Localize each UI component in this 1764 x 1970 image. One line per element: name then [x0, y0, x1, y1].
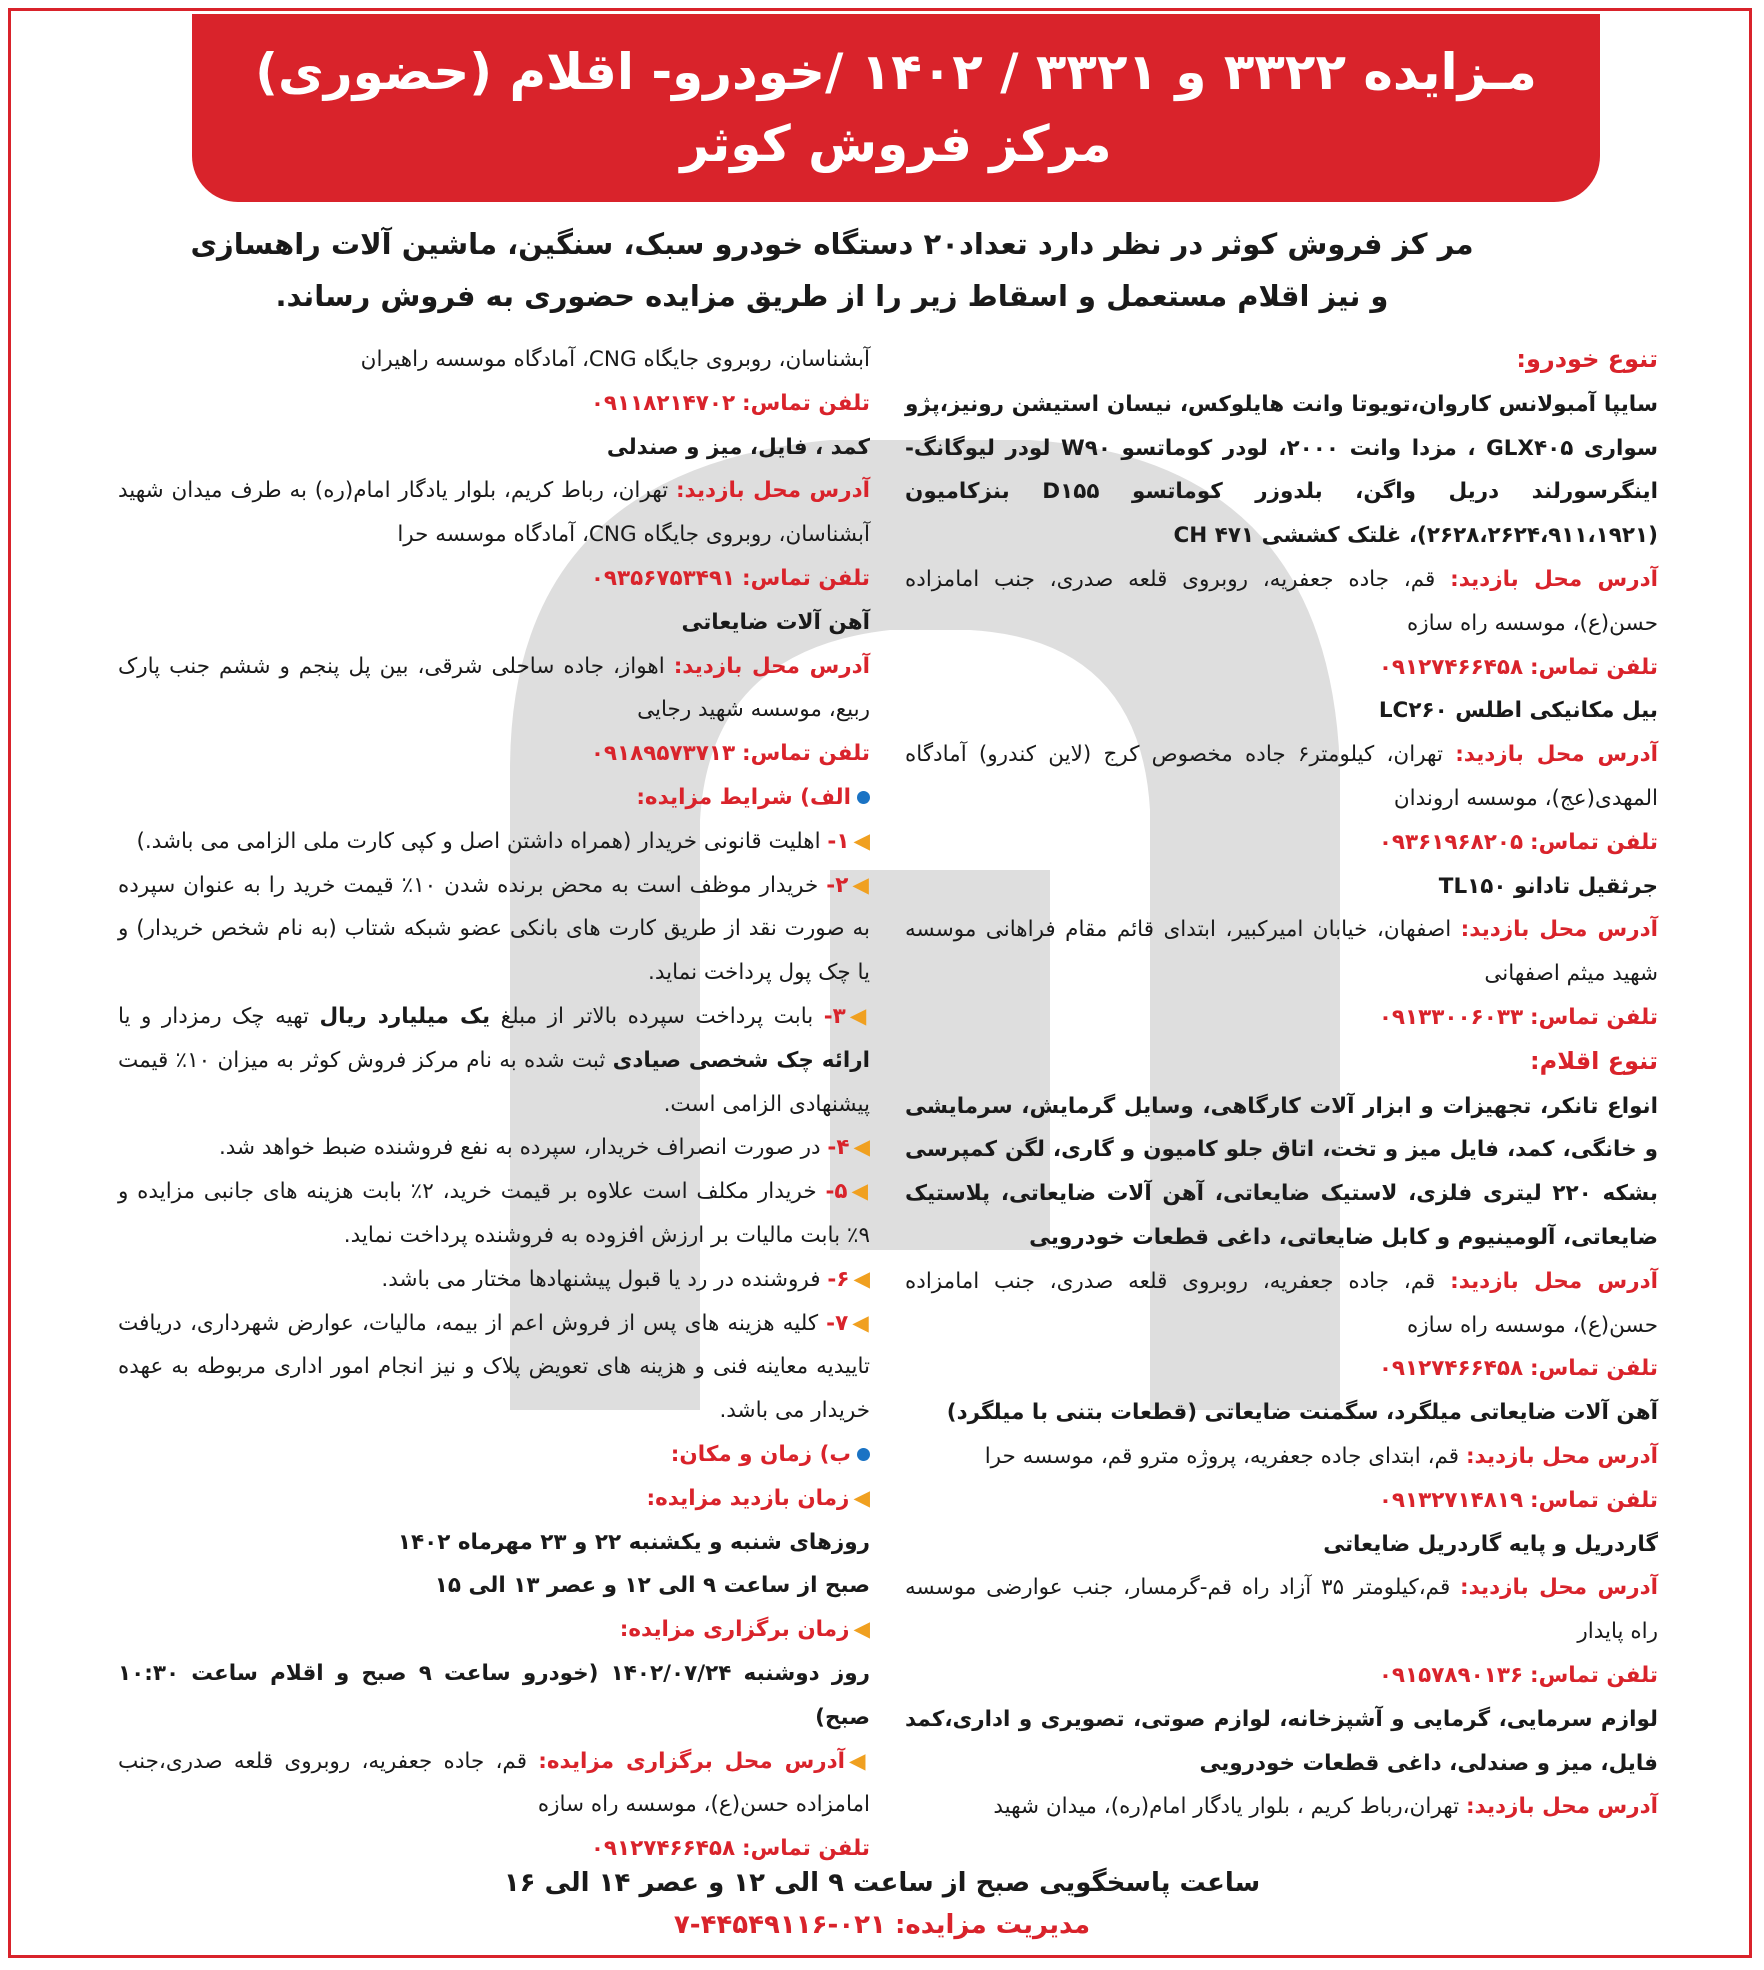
response-hours: ساعت پاسخگویی صبح از ساعت ۹ الی ۱۲ و عصر ۱۴ الی ۱۶ [503, 1868, 1261, 1898]
furniture-title: کمد ، فایل، میز و صندلی [606, 434, 870, 460]
phone-number: ۰۹۱۲۷۴۶۶۴۵۸ [1378, 654, 1524, 680]
excavator-title: بیل مکانیکی اطلس LC۲۶۰ [1378, 698, 1658, 724]
organizer-name: مرکز فروش کوثر [680, 115, 1112, 173]
arrow-bullet-icon: ◀ [849, 1003, 870, 1029]
auction-place: ◀آدرس محل برگزاری مزایده: قم، جاده جعفریه، روبروی قلعه صدری،جنب امامزاده حسن(ع)، موسسه راه سازه [118, 1748, 870, 1818]
phone-number: ۰۹۱۲۷۴۶۶۴۵۸ [590, 1836, 736, 1862]
arrow-bullet-icon: ◀ [853, 1617, 870, 1643]
condition-item: ◀۶- فروشنده در رد یا قبول پیشنهادها مختار می باشد. [381, 1266, 870, 1292]
address-continuation: آبشناسان، روبروی جایگاه CNG، آمادگاه موسسه راهیران [360, 347, 870, 372]
arrow-bullet-icon: ◀ [853, 1485, 870, 1511]
visit-time-label: زمان بازدید مزایده: [646, 1485, 850, 1511]
furniture-phone: تلفن تماس: ۰۹۳۵۶۷۵۳۴۹۱ [590, 565, 870, 591]
scrap-rebar-visit: آدرس محل بازدید: قم، ابتدای جاده جعفریه، پروژه مترو قم، موسسه حرا [984, 1443, 1658, 1469]
crane-title: جرثقیل تادانو TL۱۵۰ [1438, 873, 1658, 899]
visit-days: روزهای شنبه و یکشنبه ۲۲ و ۲۳ مهرماه ۱۴۰۲ [397, 1529, 870, 1555]
condition-item: ◀۷- کلیه هزینه های پس از فروش اعم از بیمه، مالیات، عوارض شهرداری، دریافت تاییدیه معاینه فنی و هزینه های تعویض پلاک و نیز انجام امور اداری مربوطه به عهده خریدار می باشد. [118, 1310, 870, 1424]
auction-time-label: زمان برگزاری مزایده: [619, 1617, 850, 1643]
crane-visit: آدرس محل بازدید: اصفهان، خیابان امیرکبیر، ابتدای قائم مقام فراهانی موسسه شهید میثم اصفهانی [905, 917, 1658, 987]
scrap-iron-title: آهن آلات ضایعاتی [681, 609, 870, 635]
left-top-phone: تلفن تماس: ۰۹۱۱۸۲۱۴۷۰۲ [590, 390, 870, 416]
schedule-heading: ب) زمان و مکان: [670, 1441, 851, 1467]
left-column [118, 338, 870, 1871]
conditions-heading: الف) شرایط مزایده: [636, 784, 851, 810]
management-phone: ۰۲۱-۴۴۵۴۹۱۱۶-۷ [673, 1910, 886, 1940]
bullet-dot-icon [857, 1448, 870, 1461]
guardrail-title: گاردریل و پایه گاردریل ضایعاتی [1323, 1531, 1658, 1557]
header-banner [192, 14, 1600, 202]
guardrail-phone: تلفن تماس: ۰۹۱۵۷۸۹۰۱۳۶ [1378, 1662, 1658, 1688]
vehicles-visit: آدرس محل بازدید: قم، جاده جعفریه، روبروی قلعه صدری، جنب امامزاده حسن(ع)، موسسه راه سازه [905, 566, 1659, 636]
excavator-visit: آدرس محل بازدید: تهران، کیلومتر۶ جاده مخصوص کرج (لاین کندرو) آمادگاه المهدی(عج)، موسسه اروندان [905, 742, 1659, 811]
arrow-bullet-icon: ◀ [851, 1179, 870, 1205]
phone-number: ۰۹۱۲۷۴۶۶۴۵۸ [1378, 1356, 1524, 1382]
excavator-phone: تلفن تماس: ۰۹۳۶۱۹۶۸۲۰۵ [1378, 829, 1658, 855]
condition-item: ◀۱- اهلیت قانونی خریدار (همراه داشتن اصل و کپی کارت ملی الزامی می باشد.) [136, 828, 870, 854]
intro-paragraph [150, 218, 1514, 322]
vehicles-list: سایپا آمبولانس کاروان،تویوتا وانت هایلوکس، نیسان استیشن رونیز،پژو سواری GLX۴۰۵ ، مزدا وانت ۲۰۰۰، لودر کوماتسو W۹۰ لودر لیوگانگ- اینگرسورلند دریل واگن، بلدوزر کوماتسو D۱۵۵ بنزکامیون (۲۶۲۸،۲۶۲۴،۹۱۱،۱۹۲۱)، غلتک کششی CH ۴۷۱ [905, 391, 1658, 549]
arrow-bullet-icon: ◀ [849, 1748, 870, 1774]
visit-hours: صبح از ساعت ۹ الی ۱۲ و عصر ۱۳ الی ۱۵ [434, 1573, 870, 1599]
arrow-bullet-icon: ◀ [852, 872, 870, 898]
condition-item: ◀۲- خریدار موظف است به محض برنده شدن ۱۰٪ قیمت خرید را به عنوان سپرده به صورت نقد از طریق کارت های بانکی عضو شبکه شتاب (به نام شخص خریدار) و یا چک پول پرداخت نماید. [118, 872, 870, 986]
scrap-rebar-phone: تلفن تماس: ۰۹۱۳۲۷۱۴۸۱۹ [1378, 1487, 1658, 1513]
auction-phone: تلفن تماس: ۰۹۱۲۷۴۶۶۴۵۸ [590, 1836, 870, 1862]
scrap-iron-visit: آدرس محل بازدید: اهواز، جاده ساحلی شرقی، بین پل پنجم و ششم جنب پارک ربیع، موسسه شهید رجایی [118, 653, 871, 723]
scrap-rebar-title: آهن آلات ضایعاتی میلگرد، سگمنت ضایعاتی (قطعات بتنی با میلگرد) [946, 1400, 1658, 1426]
condition-item: ◀۴- در صورت انصراف خریدار، سپرده به نفع فروشنده ضبط خواهد شد. [218, 1135, 870, 1161]
phone-number: ۰۹۱۸۹۵۷۳۷۱۳ [590, 741, 736, 767]
items-visit: آدرس محل بازدید: قم، جاده جعفریه، روبروی قلعه صدری، جنب امامزاده حسن(ع)، موسسه راه سازه [905, 1268, 1659, 1338]
items-list: انواع تانکر، تجهیزات و ابزار آلات کارگاهی، وسایل گرمایش، سرمایشی و خانگی، کمد، فایل میز و تخت، اتاق جلو کامیون و گاری، لگن کمپرسی بشکه ۲۲۰ لیتری فلزی، لاستیک ضایعاتی، آهن آلات ضایعاتی، پلاستیک ضایعاتی، آلومینیوم و کابل ضایعاتی، داغی قطعات خودرویی [905, 1093, 1658, 1250]
right-column [905, 338, 1658, 1829]
items-phone: تلفن تماس: ۰۹۱۲۷۴۶۶۴۵۸ [1378, 1356, 1658, 1382]
footer [300, 1862, 1464, 1946]
appliances-title: لوازم سرمایی، گرمایی و آشپزخانه، لوازم صوتی، تصویری و اداری،کمد فایل، میز و صندلی، داغی قطعات خودرویی [905, 1706, 1658, 1776]
phone-number: ۰۹۱۳۲۷۱۴۸۱۹ [1378, 1487, 1524, 1513]
arrow-bullet-icon: ◀ [853, 828, 870, 854]
auction-management: مدیریت مزایده: ۰۲۱-۴۴۵۴۹۱۱۶-۷ [673, 1910, 1091, 1940]
intro-line: مر کز فروش کوثر در نظر دارد تعداد۲۰ دستگاه خودرو سبک، سنگین، ماشین آلات راهسازی [190, 227, 1474, 261]
arrow-bullet-icon: ◀ [853, 1135, 870, 1161]
intro-line: و نیز اقلام مستعمل و اسقاط زیر را از طریق مزایده حضوری به فروش رساند. [275, 279, 1389, 313]
crane-phone: تلفن تماس: ۰۹۱۳۳۰۰۶۰۳۳ [1378, 1004, 1658, 1030]
arrow-bullet-icon: ◀ [853, 1266, 870, 1292]
auction-title: مـزایده ۳۳۲۲ و ۳۳۲۱ / ۱۴۰۲ /خودرو- اقلام (حضوری) [255, 43, 1537, 101]
phone-number: ۰۹۳۶۱۹۶۸۲۰۵ [1378, 829, 1524, 855]
vehicles-phone: تلفن تماس: ۰۹۱۲۷۴۶۶۴۵۸ [1378, 654, 1658, 680]
items-heading: تنوع اقلام: [1530, 1046, 1658, 1075]
guardrail-visit: آدرس محل بازدید: قم،کیلومتر ۳۵ آزاد راه قم-گرمسار، جنب عوارضی موسسه راه پایدار [905, 1575, 1659, 1645]
auction-time: روز دوشنبه ۱۴۰۲/۰۷/۲۴ (خودرو ساعت ۹ صبح و اقلام ساعت ۱۰:۳۰ صبح) [118, 1660, 870, 1730]
scrap-iron-phone: تلفن تماس: ۰۹۱۸۹۵۷۳۷۱۳ [590, 741, 870, 767]
phone-number: ۰۹۱۱۸۲۱۴۷۰۲ [590, 390, 736, 416]
condition-item: ◀۵- خریدار مکلف است علاوه بر قیمت خرید، ۲٪ بابت هزینه های جانبی مزایده و ۹٪ بابت مالیات بر ارزش افزوده به فروشنده پرداخت نماید. [118, 1179, 870, 1248]
arrow-bullet-icon: ◀ [852, 1310, 870, 1336]
condition-item: ◀۳- بابت پرداخت سپرده بالاتر از مبلغ یک میلیارد ریال تهیه چک رمزدار و یا ارائه چک شخصی صیادی ثبت شده به نام مرکز فروش کوثر به میزان ۱۰٪ قیمت پیشنهادی الزامی است. [118, 1003, 870, 1117]
phone-number: ۰۹۱۳۳۰۰۶۰۳۳ [1378, 1004, 1524, 1030]
vehicles-heading: تنوع خودرو: [1516, 345, 1658, 373]
phone-number: ۰۹۱۵۷۸۹۰۱۳۶ [1378, 1662, 1524, 1688]
phone-number: ۰۹۳۵۶۷۵۳۴۹۱ [590, 565, 736, 591]
appliances-visit: آدرس محل بازدید: تهران،رباط کریم ، بلوار یادگار امام(ره)، میدان شهید [993, 1794, 1658, 1820]
bullet-dot-icon [857, 791, 870, 804]
furniture-visit: آدرس محل بازدید: تهران، رباط کریم، بلوار یادگار امام(ره) به طرف میدان شهید آبشناسان، روبروی جایگاه CNG، آمادگاه موسسه حرا [118, 478, 870, 548]
